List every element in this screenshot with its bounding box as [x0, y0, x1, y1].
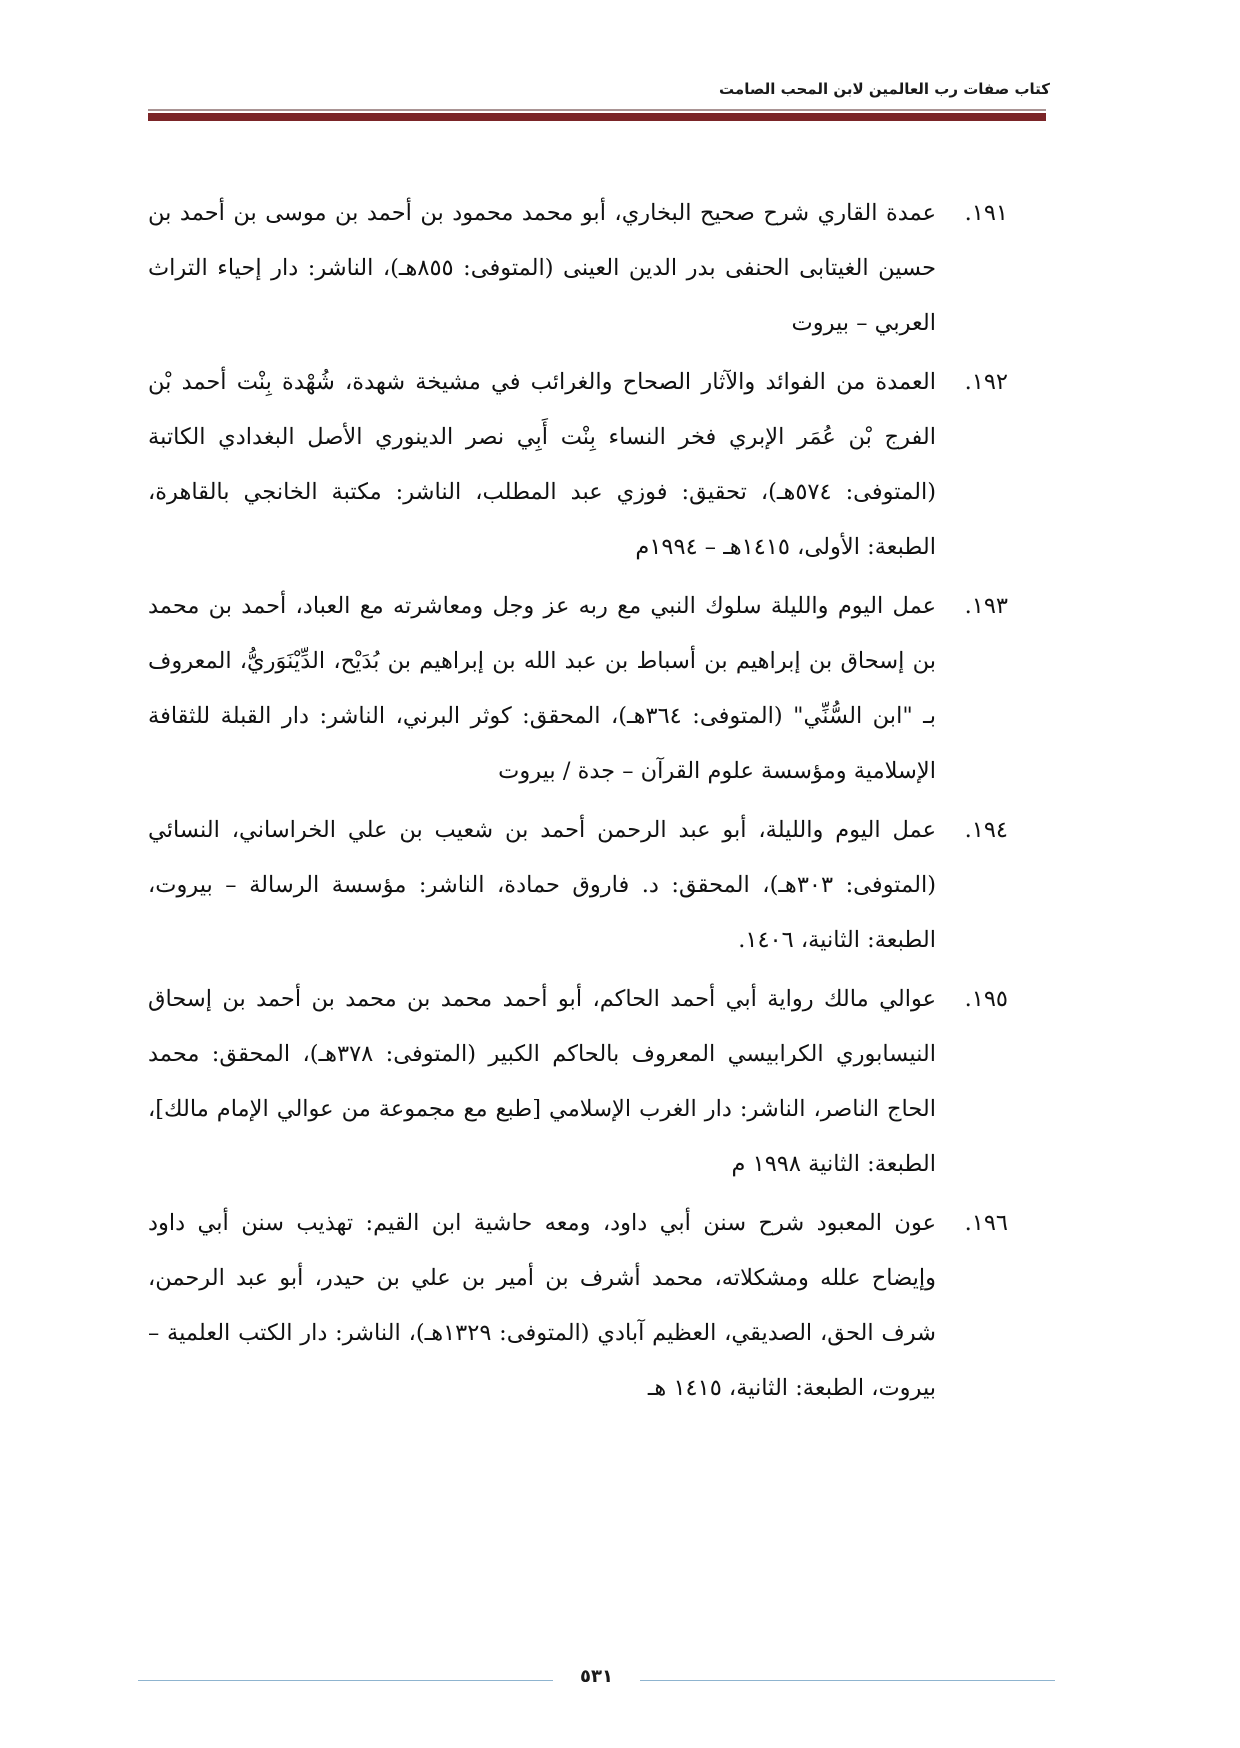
bibliography-entry-193 [148, 579, 1008, 799]
entry-text: عمدة القاري شرح صحيح البخاري، أبو محمد محمود بن أحمد بن موسى بن أحمد بن حسين الغيتابى الحنفى بدر الدين العينى (المتوفى: ٨٥٥هـ)، الناشر: دار إحياء التراث العربي – بيروت [148, 200, 936, 336]
entry-paragraph [148, 803, 1008, 968]
entry-number: ١٩٢. [964, 369, 1008, 395]
entry-number: ١٩٦. [964, 1210, 1008, 1236]
entry-number: ١٩٣. [964, 593, 1008, 619]
footer-rule-right [640, 1680, 1055, 1681]
bibliography-list [148, 186, 1008, 1420]
entry-paragraph [148, 186, 1008, 351]
bibliography-entry-196 [148, 1196, 1008, 1416]
entry-number: ١٩٥. [964, 986, 1008, 1012]
header-rule-thick [148, 113, 1046, 121]
entry-text: العمدة من الفوائد والآثار الصحاح والغرائب في مشيخة شهدة، شُهْدة بِنْت أحمد بْن الفرج بْن عُمَر الإبري فخر النساء بِنْت أَبِي نصر الدينوري الأصل البغدادي الكاتبة (المتوفى: ٥٧٤هـ)، تحقيق: فوزي عبد المطلب، الناشر: مكتبة الخانجي بالقاهرة، الطبعة: الأولى، ١٤١٥هـ – ١٩٩٤م [148, 369, 936, 560]
footer-rule-left [138, 1680, 553, 1681]
header-rule-thin [148, 109, 1046, 111]
entry-number: ١٩١. [964, 200, 1008, 226]
entry-text: عمل اليوم والليلة، أبو عبد الرحمن أحمد بن شعيب بن علي الخراساني، النسائي (المتوفى: ٣٠٣هـ)، المحقق: د. فاروق حمادة، الناشر: مؤسسة الرسالة – بيروت، الطبعة: الثانية، ١٤٠٦. [148, 817, 936, 953]
bibliography-entry-191 [148, 186, 1008, 351]
entry-paragraph [148, 1196, 1008, 1416]
entry-text: عون المعبود شرح سنن أبي داود، ومعه حاشية ابن القيم: تهذيب سنن أبي داود وإيضاح علله ومشكلاته، محمد أشرف بن أمير بن علي بن حيدر، أبو عبد الرحمن، شرف الحق، الصديقي، العظيم آبادي (المتوفى: ١٣٢٩هـ)، الناشر: دار الكتب العلمية – بيروت، الطبعة: الثانية، ١٤١٥ هـ [148, 1210, 936, 1401]
entry-paragraph [148, 579, 1008, 799]
bibliography-entry-192 [148, 355, 1008, 575]
bibliography-entry-194 [148, 803, 1008, 968]
entry-text: عوالي مالك رواية أبي أحمد الحاكم، أبو أحمد محمد بن محمد بن أحمد بن إسحاق النيسابوري الكرابيسي المعروف بالحاكم الكبير (المتوفى: ٣٧٨هـ)، المحقق: محمد الحاج الناصر، الناشر: دار الغرب الإسلامي [طبع مع مجموعة من عوالي الإمام مالك]، الطبعة: الثانية ١٩٩٨ م [148, 986, 937, 1177]
running-header-title: كتاب صفات رب العالمين لابن المحب الصامت [719, 80, 1050, 98]
entry-paragraph [148, 355, 1008, 575]
entry-paragraph [148, 972, 1008, 1192]
entry-text: عمل اليوم والليلة سلوك النبي مع ربه عز وجل ومعاشرته مع العباد، أحمد بن محمد بن إسحاق بن إبراهيم بن أسباط بن عبد الله بن إبراهيم بن بُدَيْح، الدِّيْنَوَريُّ، المعروف بـ "ابن السُّنِّي" (المتوفى: ٣٦٤هـ)، المحقق: كوثر البرني، الناشر: دار القبلة للثقافة الإسلامية ومؤسسة علوم القرآن – جدة / بيروت [148, 593, 936, 784]
bibliography-entry-195 [148, 972, 1008, 1192]
entry-number: ١٩٤. [964, 817, 1008, 843]
page-number: ٥٣١ [580, 1666, 613, 1687]
